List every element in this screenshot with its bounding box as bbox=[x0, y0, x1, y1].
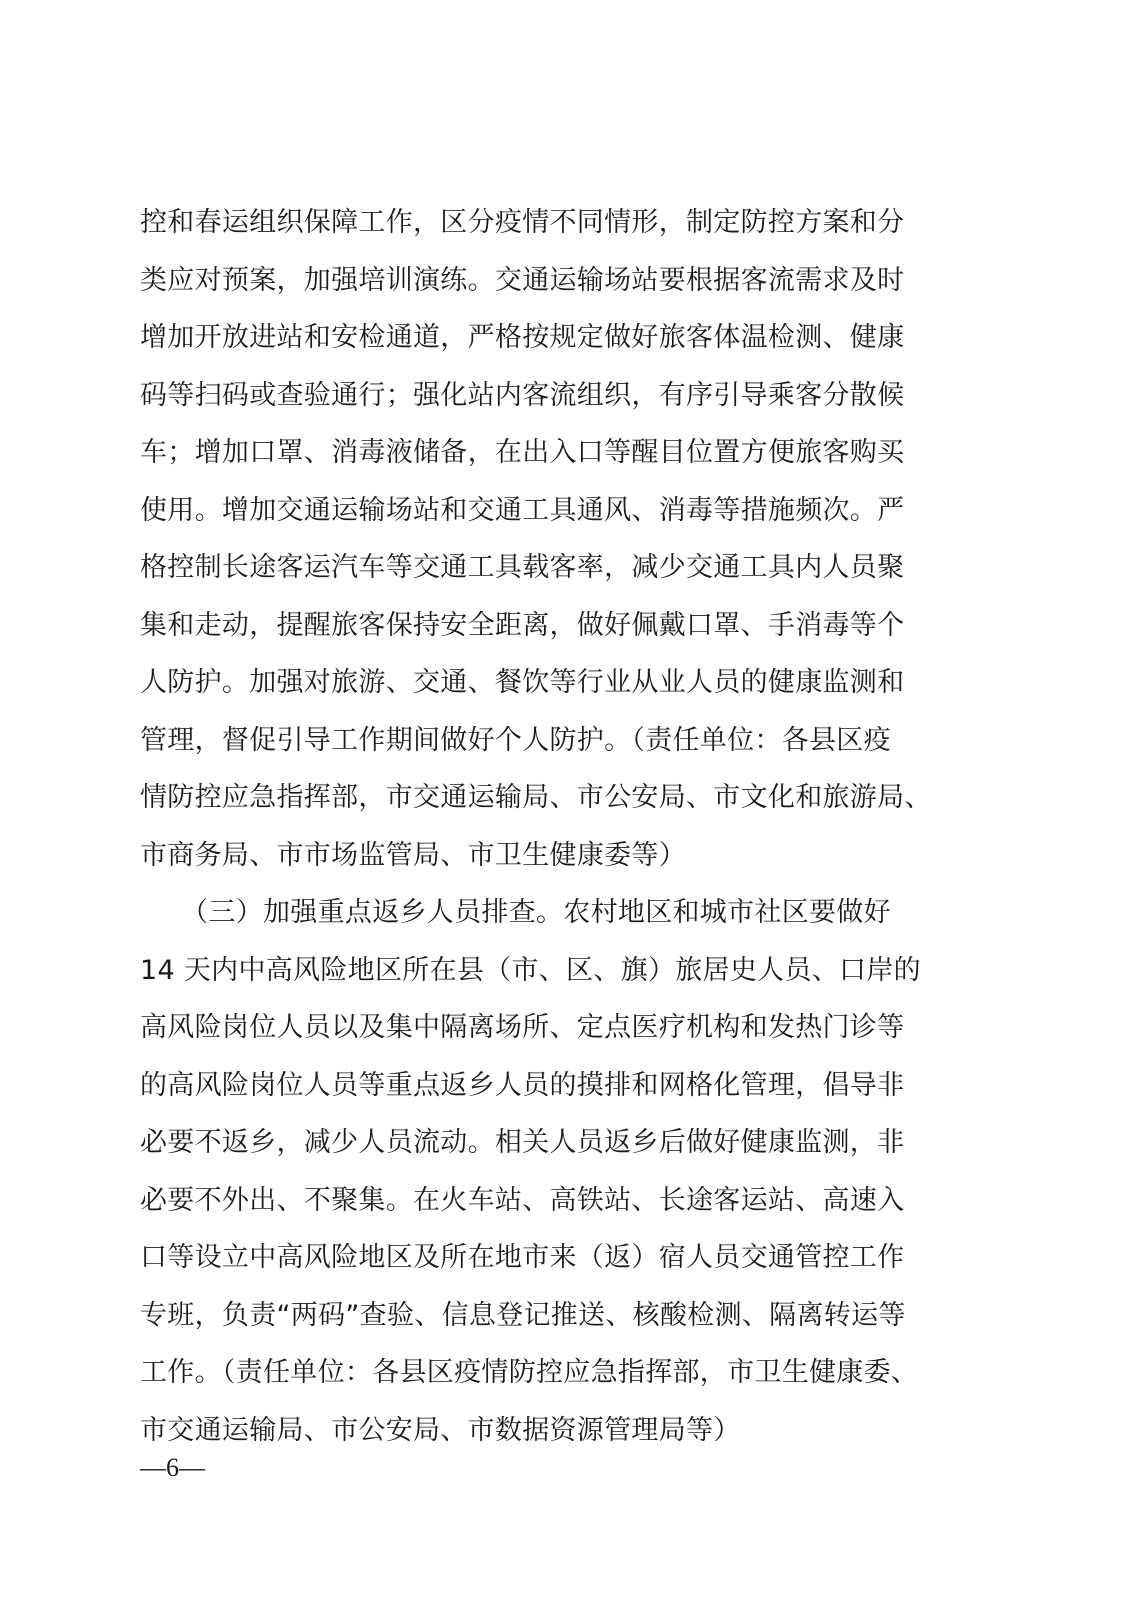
text-line: 的高风险岗位人员等重点返乡人员的摸排和网格化管理，倡导非 bbox=[140, 1069, 905, 1101]
text-line: 专班，负责“两码”查验、信息登记推送、核酸检测、隔离转运等 bbox=[140, 1299, 906, 1331]
text-line: 必要不返乡，减少人员流动。相关人员返乡后做好健康监测，非 bbox=[140, 1127, 905, 1158]
text-line: 市商务局、市市场监管局、市卫生健康委等） bbox=[140, 839, 686, 871]
text-line: 口等设立中高风险地区及所在地市来（返）宿人员交通管控工作 bbox=[140, 1242, 905, 1273]
body-text bbox=[140, 194, 990, 1459]
page-number: —6— bbox=[140, 1453, 205, 1482]
text-line: 类应对预案，加强培训演练。交通运输场站要根据客流需求及时 bbox=[140, 264, 905, 296]
text-line: 格控制长途客运汽车等交通工具载客率，减少交通工具内人员聚 bbox=[140, 552, 905, 583]
text-line: 控和春运组织保障工作，区分疫情不同情形，制定防控方案和分 bbox=[140, 207, 905, 238]
text-line: 必要不外出、不聚集。在火车站、高铁站、长途客运站、高速入 bbox=[140, 1184, 905, 1216]
text-line: 增加开放进站和安检通道，严格按规定做好旅客体温检测、健康 bbox=[140, 322, 905, 353]
text-line: 集和走动，提醒旅客保持安全距离，做好佩戴口罩、手消毒等个 bbox=[140, 609, 905, 641]
text-line: 工作。（责任单位：各县区疫情防控应急指挥部，市卫生健康委、 bbox=[140, 1357, 919, 1388]
text-line: 使用。增加交通运输场站和交通工具通风、消毒等措施频次。严 bbox=[140, 494, 905, 526]
text-line: 14 天内中高风险地区所在县（市、区、旗）旅居史人员、口岸的 bbox=[140, 954, 921, 986]
text-line: 高风险岗位人员以及集中隔离场所、定点医疗机构和发热门诊等 bbox=[140, 1012, 905, 1043]
text-line: 市交通运输局、市公安局、市数据资源管理局等） bbox=[140, 1414, 741, 1446]
text-line: 情防控应急指挥部，市交通运输局、市公安局、市文化和旅游局、 bbox=[140, 782, 932, 813]
text-line: 人防护。加强对旅游、交通、餐饮等行业从业人员的健康监测和 bbox=[140, 667, 905, 698]
text-line: 码等扫码或查验通行；强化站内客流组织，有序引导乘客分散候 bbox=[140, 379, 905, 411]
text-line: 车；增加口罩、消毒液储备，在出入口等醒目位置方便旅客购买 bbox=[140, 437, 905, 468]
section-heading-line: （三）加强重点返乡人员排查。农村地区和城市社区要做好 bbox=[140, 897, 891, 928]
text-line: 管理，督促引导工作期间做好个人防护。（责任单位：各县区疫 bbox=[140, 724, 891, 756]
